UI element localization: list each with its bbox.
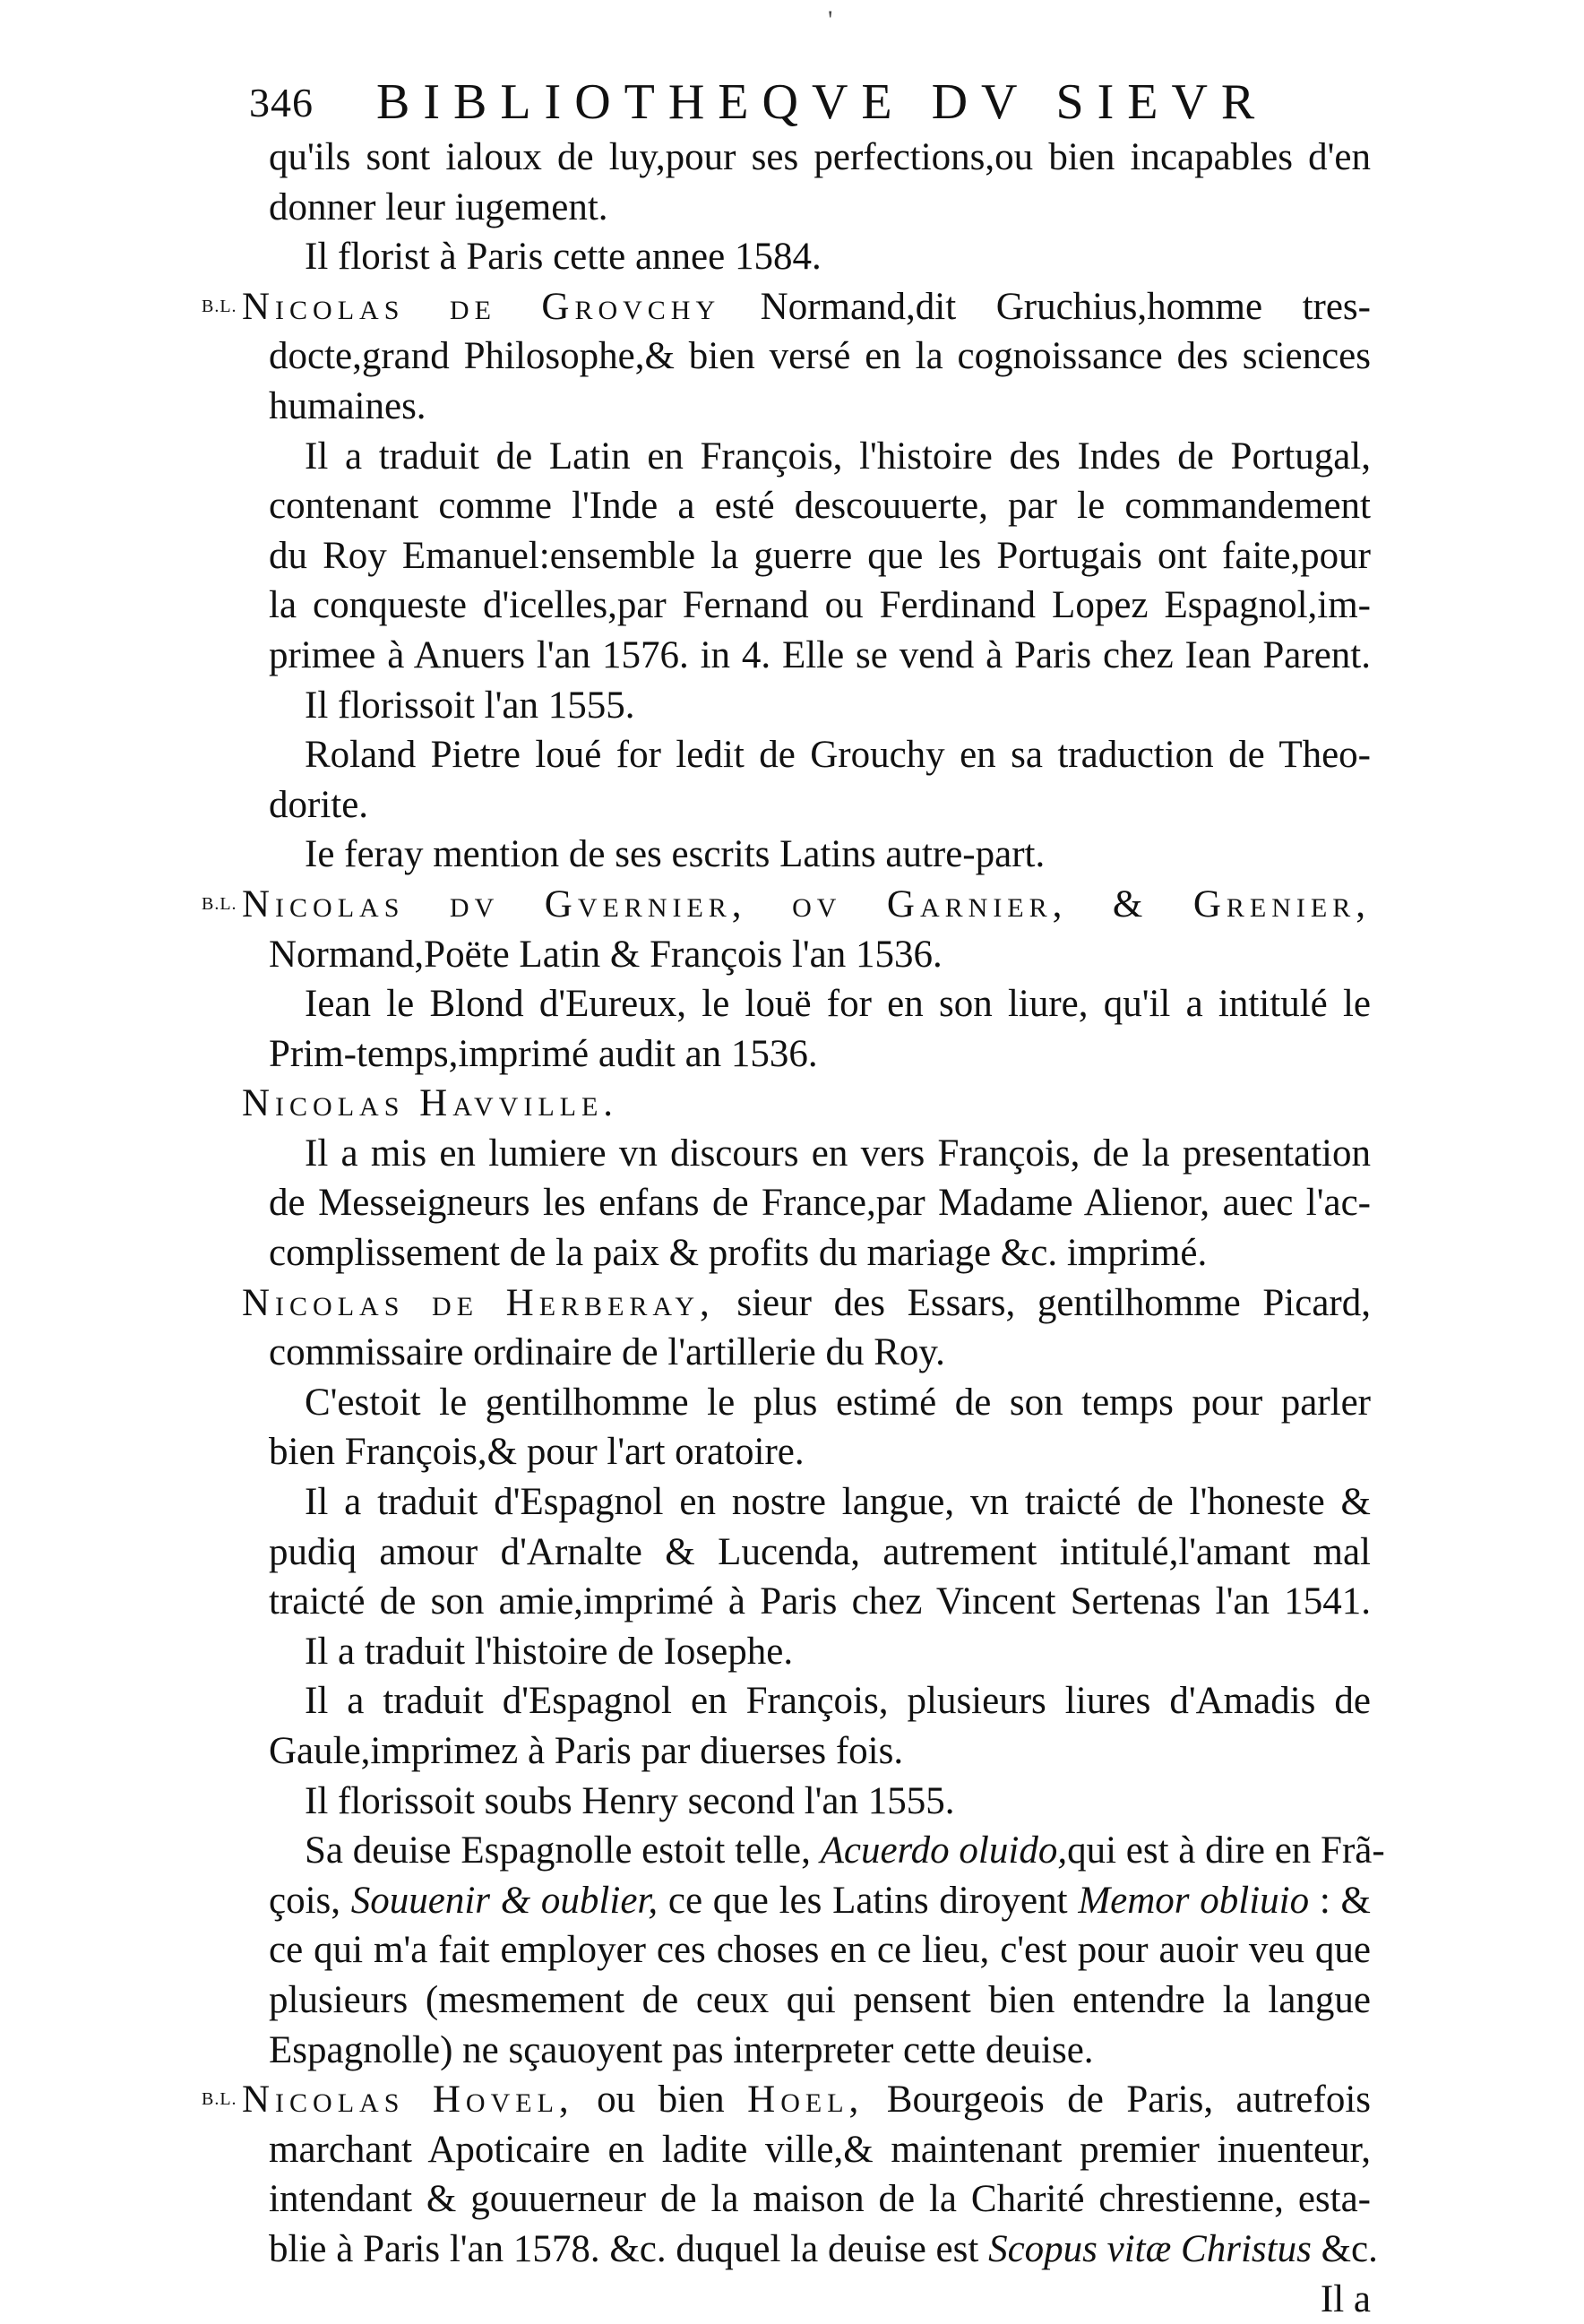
page-number: 346 — [249, 80, 314, 125]
text-line: Roland Pietre loué for ledit de Grouchy en sa traduction de Theo- — [305, 734, 1371, 777]
text-line: pudiq amour d'Arnalte & Lucenda, autrement intitulé,l'amant mal — [269, 1530, 1371, 1573]
text-line: docte,grand Philosophe,& bien versé en la cognoissance des sciences — [269, 335, 1371, 378]
text-line: qu'ils sont ialoux de luy,pour ses perfections,ou bien incapables d'en — [269, 136, 1371, 178]
text-line: Il florissoit soubs Henry second l'an 1555. — [305, 1779, 955, 1822]
text-line: Normand,Poëte Latin & François l'an 1536. — [269, 933, 943, 976]
text-line: la conqueste d'icelles,par Fernand ou Ferdinand Lopez Espagnol,im- — [269, 584, 1371, 627]
text-line: ce qui m'a fait employer ces choses en ce lieu, c'est pour auoir veu que — [269, 1929, 1371, 1972]
text-line: de Messeigneurs les enfans de France,par Madame Alienor, auec l'ac- — [269, 1182, 1371, 1225]
text-line: çois, Souuenir & oublier, ce que les Latins diroyent Memor obliuio : & — [269, 1879, 1371, 1922]
body-text — [202, 133, 1385, 2324]
latin-motto: Scopus vitæ Christus — [988, 2227, 1312, 2270]
text-line: Il a mis en lumiere vn discours en vers François, de la presentation — [305, 1132, 1371, 1175]
text-line: Iean le Blond d'Eureux, le louë for en son liure, qu'il a intitulé le — [305, 983, 1371, 1026]
text-line: commissaire ordinaire de l'artillerie du Roy. — [269, 1331, 945, 1374]
text-line: primee à Anuers l'an 1576. in 4. Elle se vend à Paris chez Iean Parent. — [269, 633, 1371, 676]
text-line: intendant & gouuerneur de la maison de la Charité chrestienne, esta- — [269, 2178, 1371, 2221]
text-line: dorite. — [269, 783, 369, 826]
entry-heading: Nicolas de Herberay, sieur des Essars, gentilhomme Picard, — [242, 1281, 1371, 1324]
author-name: Nicolas Hovel, — [242, 2079, 574, 2122]
catchword-line — [242, 2275, 1371, 2324]
text-line: Gaule,imprimez à Paris par diuerses fois. — [269, 1730, 904, 1772]
text-line: humaines. — [269, 384, 426, 427]
text-line: bien François,& pour l'art oratoire. — [269, 1431, 805, 1474]
latin-motto: Memor obliuio — [1078, 1879, 1310, 1922]
text-line: Ie feray mention de ses escrits Latins autre-part. — [305, 833, 1046, 876]
entry-heading — [202, 880, 1371, 930]
text-line: Espagnolle) ne sçauoyent pas interpreter cette deuise. — [269, 2028, 1094, 2071]
author-name-variant: Hoel, — [747, 2079, 865, 2122]
author-name: Nicolas de Herberay, — [242, 1281, 715, 1324]
text-line: Il a traduit d'Espagnol en nostre langue, vn traicté de l'honeste & — [305, 1481, 1371, 1524]
author-name: Nicolas Havville. — [242, 1082, 619, 1125]
author-name: Nicolas dv Gvernier, ov Garnier, & Grenier, — [242, 882, 1371, 925]
text-line: Il a traduit d'Espagnol en François, plusieurs liures d'Amadis de — [305, 1680, 1371, 1723]
text-line: du Roy Emanuel:ensemble la guerre que les Portugais ont faite,pour — [269, 534, 1371, 577]
french-motto: Souuenir & oublier, — [350, 1879, 659, 1922]
text-line: Il a traduit l'histoire de Iosephe. — [305, 1630, 794, 1673]
ink-mark: ' — [828, 5, 833, 35]
text-line: complissement de la paix & profits du mariage &c. imprimé. — [269, 1232, 1208, 1275]
spanish-motto: Acuerdo oluido, — [820, 1829, 1068, 1872]
author-name: Nicolas de Grovchy — [242, 285, 721, 328]
text-line: C'estoit le gentilhomme le plus estimé de son temps pour parler — [305, 1381, 1371, 1424]
text-line: Il florist à Paris cette annee 1584. — [305, 236, 822, 279]
margin-note: B.L. — [202, 2089, 237, 2110]
entry-heading: B.L. Nicolas Hovel, ou bien Hoel, Bourgeois de Paris, autrefois — [242, 2075, 1371, 2125]
text-line: traicté de son amie,imprimé à Paris chez Vincent Sertenas l'an 1541. — [269, 1580, 1371, 1623]
margin-note: B.L. — [202, 893, 237, 914]
text-line: donner leur iugement. — [269, 185, 608, 228]
entry-heading: B.L. Nicolas de Grovchy Normand,dit Gruchius,homme tres- — [242, 282, 1371, 332]
text-line: plusieurs (mesmement de ceux qui pensent bien entendre la langue — [269, 1978, 1371, 2021]
entry-heading — [242, 1079, 1371, 1129]
text-line: marchant Apoticaire en ladite ville,& maintenant premier inuenteur, — [269, 2128, 1371, 2171]
text-line: Il florissoit l'an 1555. — [305, 684, 635, 727]
running-title: BIBLIOTHEQVE DV SIEVR — [376, 74, 1269, 130]
text-line: contenant comme l'Inde a esté descouuerte, par le commandement — [269, 485, 1371, 528]
text-line: blie à Paris l'an 1578. &c. duquel la deuise est Scopus vitæ Christus &c. — [269, 2227, 1378, 2270]
text-line: Sa deuise Espagnolle estoit telle, Acuerdo oluido,qui est à dire en Frã- — [305, 1829, 1385, 1872]
margin-note: B.L. — [202, 296, 237, 316]
text-line: Il a traduit de Latin en François, l'histoire des Indes de Portugal, — [305, 435, 1371, 478]
text-line: Prim-temps,imprimé audit an 1536. — [269, 1032, 818, 1075]
catchword: Il a — [1320, 2277, 1371, 2320]
